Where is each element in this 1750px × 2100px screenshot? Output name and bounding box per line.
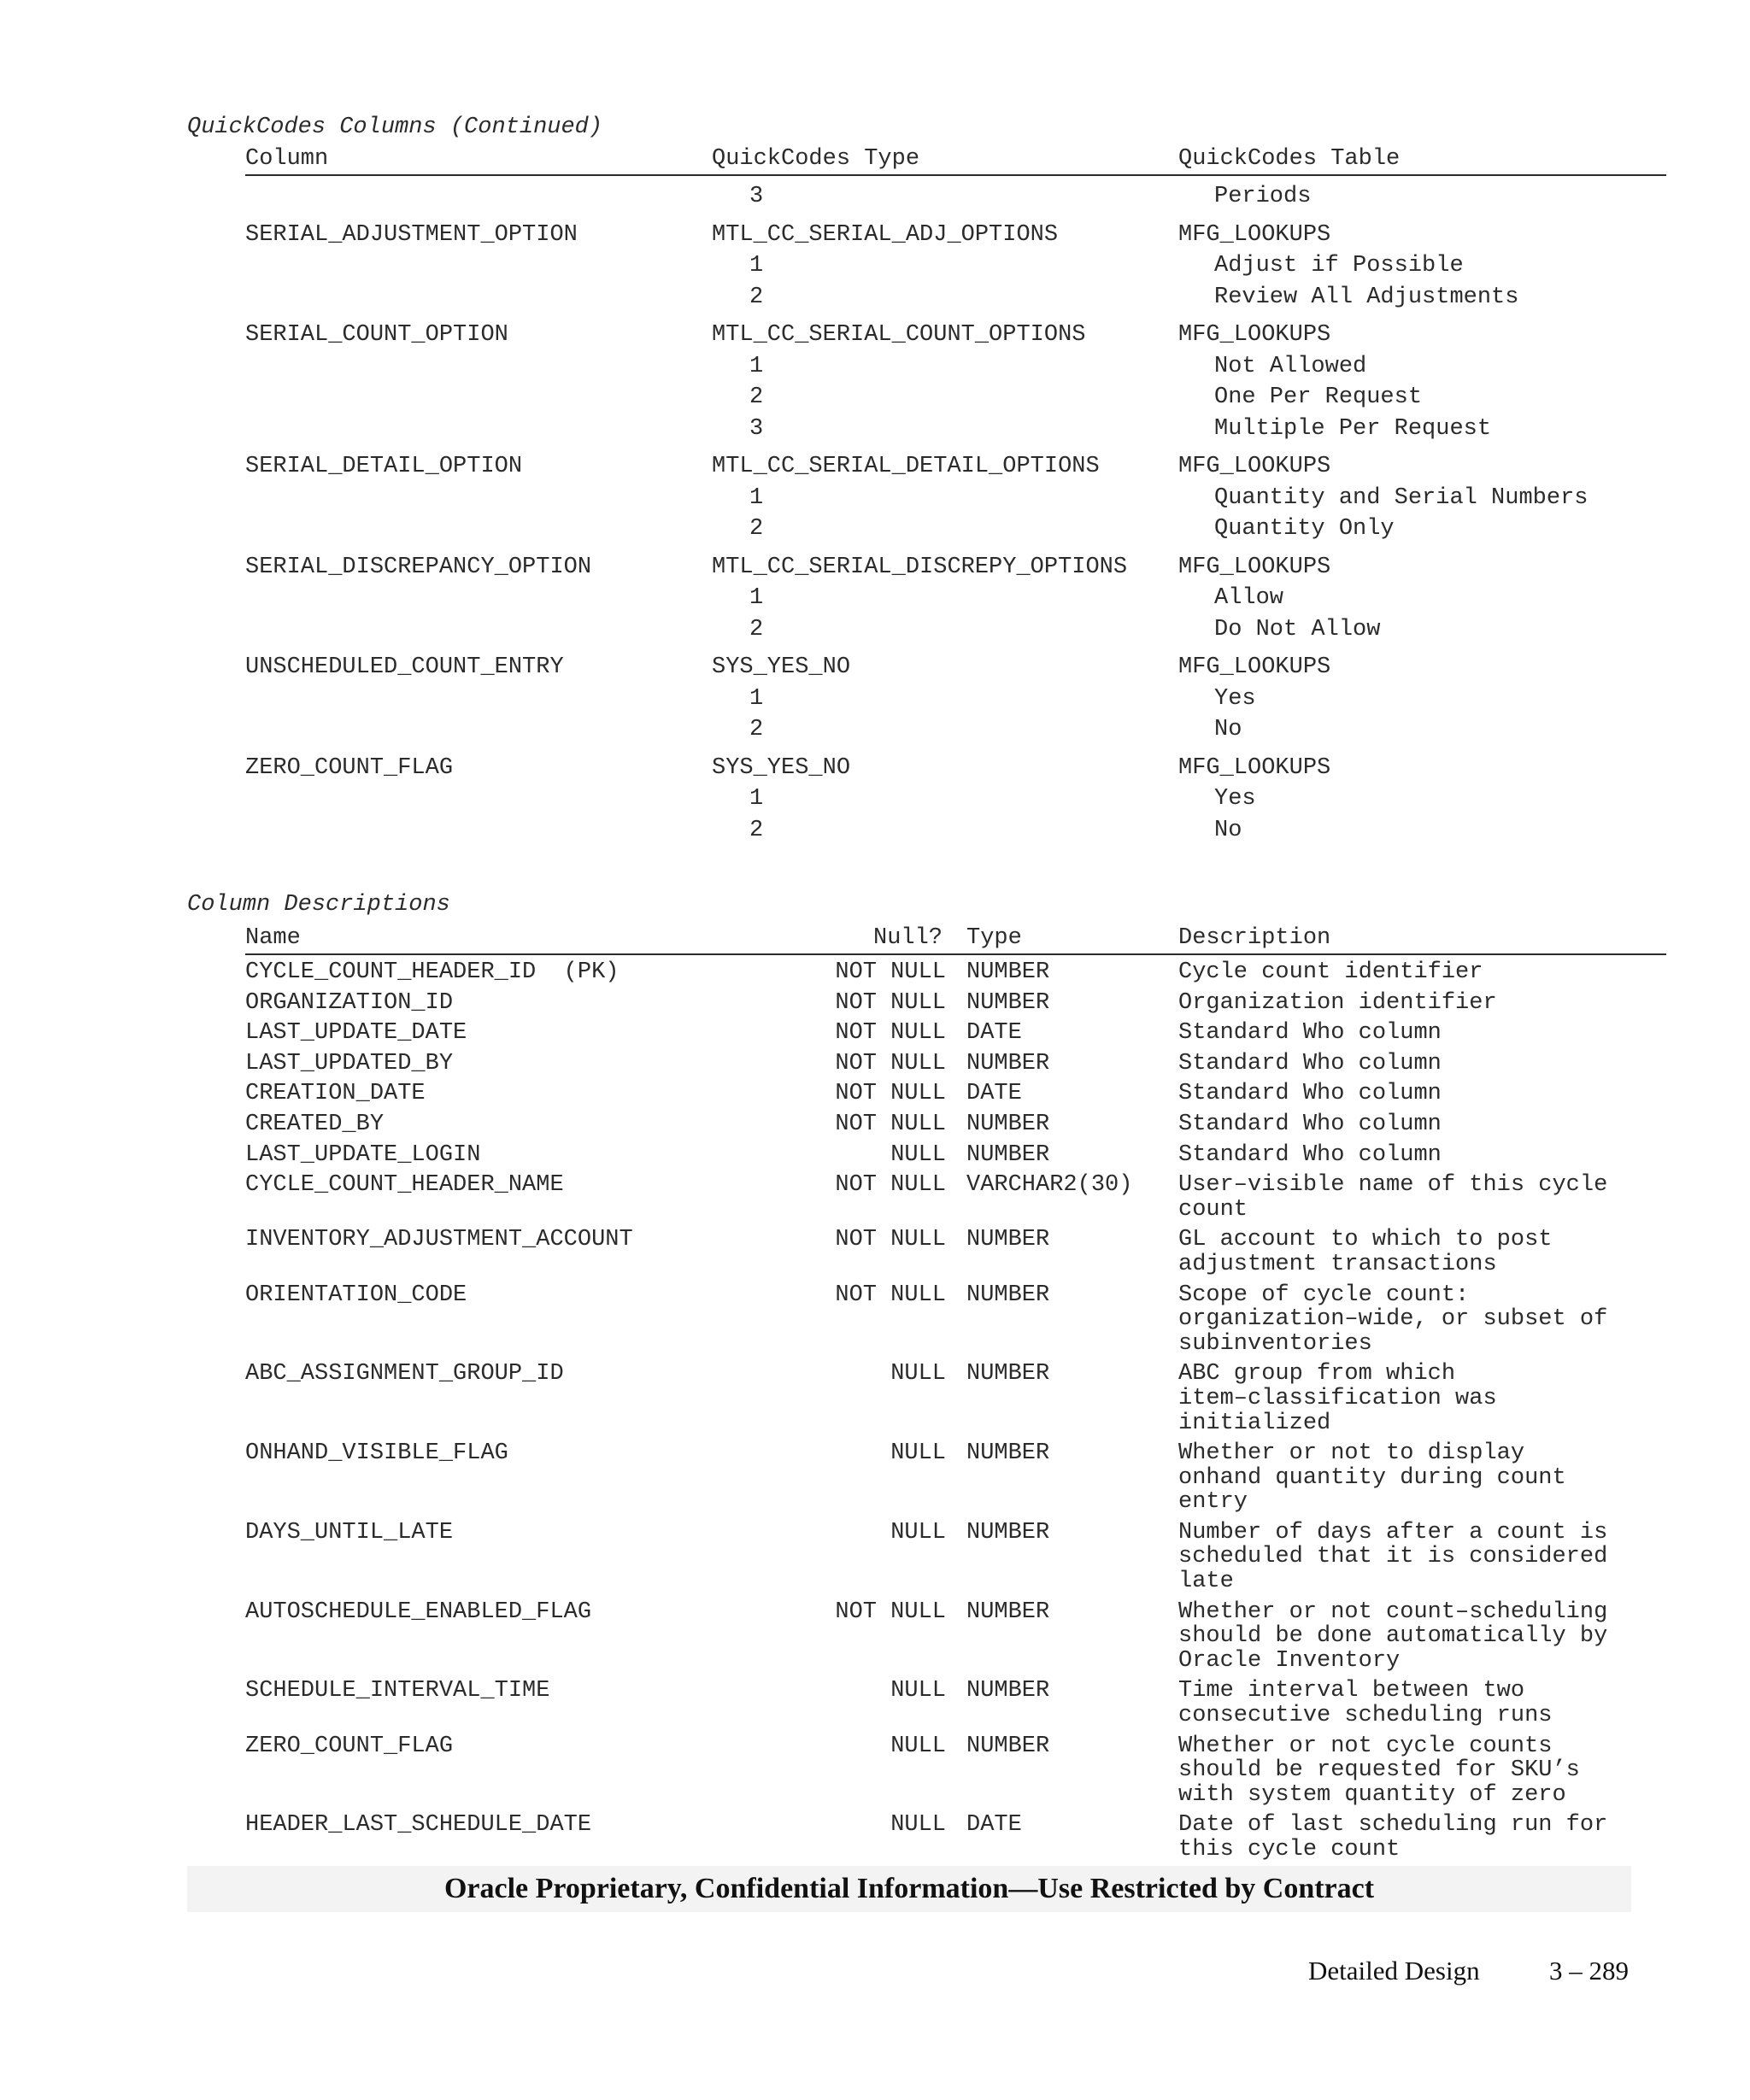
column-nullable: NOT NULL [835,1227,946,1253]
quickcodes-code-row [245,351,1666,383]
quickcodes-row [245,552,1666,584]
column-nullable: NOT NULL [835,989,946,1016]
column-nullable: NOT NULL [835,1598,946,1625]
column-description: Number of days after a count is scheduled that it is considered late [1178,1519,1608,1595]
quickcodes-meaning: Review All Adjustments [1214,284,1519,310]
column-name: CREATION_DATE [245,1081,426,1107]
quickcodes-code-row [245,250,1666,282]
table-row [245,1021,1666,1046]
cd-header-description: Description [1178,925,1331,951]
table-row [245,1734,1666,1808]
column-name: DAYS_UNTIL_LATE [245,1519,454,1546]
quickcodes-table-name: MFG_LOOKUPS [1178,322,1331,348]
column-nullable: NOT NULL [835,1282,946,1308]
quickcodes-table-body [245,181,1666,853]
table-row [245,1679,1666,1728]
cd-header-name: Name [245,925,301,951]
quickcodes-code-row [245,181,1666,213]
column-name: ONHAND_VISIBLE_FLAG [245,1440,508,1467]
quickcodes-meaning: Quantity Only [1214,516,1395,542]
quickcodes-code-row [245,513,1666,545]
column-name: HEADER_LAST_SCHEDULE_DATE [245,1812,592,1839]
column-type: DATE [966,1081,1022,1107]
quickcodes-meaning: Periods [1214,184,1312,209]
column-description: Standard Who column [1178,1050,1442,1076]
quickcodes-code: 1 [749,353,764,379]
column-nullable: NOT NULL [835,1172,946,1199]
quickcodes-code-row [245,614,1666,646]
table-row [245,1813,1666,1862]
quickcodes-type: SYS_YES_NO [712,754,851,781]
column-type: NUMBER [966,1361,1050,1387]
column-name: LAST_UPDATE_LOGIN [245,1141,481,1168]
column-name: CREATED_BY [245,1111,385,1137]
column-description: Whether or not count–scheduling should be done automatically by Oracle Inventory [1178,1598,1608,1674]
quickcodes-table-name: MFG_LOOKUPS [1178,221,1331,248]
column-name: CYCLE_COUNT_HEADER_NAME [245,1172,564,1199]
column-description: Cycle count identifier [1178,959,1483,985]
quickcodes-code-row [245,583,1666,614]
quickcodes-table-name: MFG_LOOKUPS [1178,454,1331,479]
cd-header-null: Null? [873,925,943,951]
quickcodes-code-row [245,815,1666,847]
quickcodes-header-table: QuickCodes Table [1178,146,1401,172]
quickcodes-code: 2 [749,516,764,542]
quickcodes-header-type: QuickCodes Type [712,146,920,172]
cd-header-type: Type [966,925,1022,951]
column-name: INVENTORY_ADJUSTMENT_ACCOUNT [245,1227,633,1253]
table-row [245,991,1666,1016]
quickcodes-meaning: Allow [1214,585,1284,611]
column-description: Standard Who column [1178,1020,1442,1047]
column-descriptions-body [245,960,1666,1868]
quickcodes-column-name: SERIAL_DETAIL_OPTION [245,454,523,479]
quickcodes-group [245,552,1666,646]
quickcodes-code: 3 [749,184,764,209]
quickcodes-meaning: One Per Request [1214,384,1423,410]
quickcodes-group [245,320,1666,444]
column-type: DATE [966,1812,1022,1839]
quickcodes-group [245,652,1666,746]
column-nullable: NOT NULL [835,1050,946,1076]
column-type: NUMBER [966,1440,1050,1467]
column-description: Whether or not to display onhand quantity during count entry [1178,1440,1566,1516]
column-name: CYCLE_COUNT_HEADER_ID (PK) [245,959,620,985]
quickcodes-type: SYS_YES_NO [712,654,851,680]
column-nullable: NULL [890,1678,946,1704]
quickcodes-table-name: MFG_LOOKUPS [1178,754,1331,781]
column-description: Whether or not cycle counts should be requested for SKU’s with system quantity of zero [1178,1733,1580,1808]
quickcodes-code-row [245,683,1666,715]
column-nullable: NOT NULL [835,959,946,985]
column-nullable: NULL [890,1440,946,1467]
quickcodes-group [245,181,1666,213]
column-nullable: NOT NULL [835,1111,946,1137]
table-row [245,960,1666,985]
quickcodes-group [245,753,1666,847]
quickcodes-code-row [245,714,1666,746]
column-name: ZERO_COUNT_FLAG [245,1733,454,1759]
table-row [245,1362,1666,1435]
quickcodes-type: MTL_CC_SERIAL_ADJ_OPTIONS [712,221,1059,248]
quickcodes-meaning: Quantity and Serial Numbers [1214,484,1589,511]
table-row [245,1143,1666,1168]
column-name: ORIENTATION_CODE [245,1282,467,1308]
column-type: VARCHAR2(30) [966,1172,1133,1199]
column-type: NUMBER [966,1050,1050,1076]
table-row [245,1600,1666,1674]
quickcodes-group [245,451,1666,545]
column-name: ABC_ASSIGNMENT_GROUP_ID [245,1361,564,1387]
quickcodes-meaning: Yes [1214,685,1256,712]
quickcodes-meaning: Multiple Per Request [1214,415,1492,442]
quickcodes-code: 3 [749,415,764,442]
quickcodes-code: 1 [749,585,764,611]
table-row [245,1173,1666,1222]
quickcodes-row [245,652,1666,683]
quickcodes-row [245,753,1666,784]
column-description: GL account to which to post adjustment transactions [1178,1227,1553,1277]
column-nullable: NULL [890,1733,946,1759]
column-type: NUMBER [966,1733,1050,1759]
quickcodes-code: 1 [749,253,764,279]
table-row [245,1082,1666,1106]
quickcodes-column-name: SERIAL_ADJUSTMENT_OPTION [245,221,578,248]
table-row [245,1283,1666,1357]
quickcodes-column-name: SERIAL_DISCREPANCY_OPTION [245,554,592,580]
quickcodes-row [245,320,1666,351]
column-name: LAST_UPDATE_DATE [245,1020,467,1047]
quickcodes-meaning: No [1214,817,1242,843]
quickcodes-meaning: Adjust if Possible [1214,253,1464,279]
column-description: Organization identifier [1178,989,1497,1016]
quickcodes-code: 1 [749,685,764,712]
column-description: Standard Who column [1178,1081,1442,1107]
table-row [245,1052,1666,1076]
quickcodes-header-column: Column [245,146,329,172]
quickcodes-code-row [245,783,1666,815]
column-description: Standard Who column [1178,1111,1442,1137]
table-row [245,1228,1666,1276]
column-description: ABC group from which item–classification was initialized [1178,1361,1497,1436]
column-type: NUMBER [966,1141,1050,1168]
quickcodes-code-row [245,483,1666,514]
quickcodes-code: 1 [749,786,764,812]
quickcodes-code-row [245,414,1666,445]
table-row [245,1441,1666,1515]
column-nullable: NULL [890,1361,946,1387]
quickcodes-column-name: UNSCHEDULED_COUNT_ENTRY [245,654,564,680]
column-nullable: NOT NULL [835,1020,946,1047]
column-description: User–visible name of this cycle count [1178,1172,1608,1223]
column-nullable: NOT NULL [835,1081,946,1107]
column-name: AUTOSCHEDULE_ENABLED_FLAG [245,1598,592,1625]
quickcodes-type: MTL_CC_SERIAL_DETAIL_OPTIONS [712,454,1100,479]
footer-page-number: 3 – 289 [1549,1956,1629,1986]
quickcodes-meaning: Do Not Allow [1214,616,1381,642]
quickcodes-table-header [245,145,1666,176]
column-description: Date of last scheduling run for this cycle count [1178,1812,1608,1862]
column-name: ORGANIZATION_ID [245,989,454,1016]
column-descriptions-header [245,924,1666,955]
column-description: Scope of cycle count: organization–wide, or subset of subinventories [1178,1282,1608,1357]
quickcodes-code-row [245,382,1666,414]
quickcodes-code: 1 [749,484,764,511]
quickcodes-code: 2 [749,717,764,742]
quickcodes-type: MTL_CC_SERIAL_DISCREPY_OPTIONS [712,554,1128,580]
quickcodes-row [245,220,1666,251]
quickcodes-table-name: MFG_LOOKUPS [1178,554,1331,580]
quickcodes-group [245,220,1666,314]
quickcodes-meaning: Yes [1214,786,1256,812]
column-type: NUMBER [966,1227,1050,1253]
column-type: NUMBER [966,1598,1050,1625]
quickcodes-section-title: QuickCodes Columns (Continued) [187,114,603,140]
column-type: NUMBER [966,1111,1050,1137]
quickcodes-row [245,451,1666,483]
confidential-notice: Oracle Proprietary, Confidential Information––Use Restricted by Contract [443,1873,1375,1904]
quickcodes-table-name: MFG_LOOKUPS [1178,654,1331,680]
quickcodes-column-name: SERIAL_COUNT_OPTION [245,322,508,348]
quickcodes-type: MTL_CC_SERIAL_COUNT_OPTIONS [712,322,1086,348]
column-name: LAST_UPDATED_BY [245,1050,454,1076]
quickcodes-code: 2 [749,616,764,642]
column-nullable: NULL [890,1519,946,1546]
column-description: Standard Who column [1178,1141,1442,1168]
table-row [245,1521,1666,1594]
column-type: NUMBER [966,1519,1050,1546]
quickcodes-meaning: No [1214,717,1242,742]
column-type: NUMBER [966,989,1050,1016]
footer-section-name: Detailed Design [1308,1956,1480,1986]
table-row [245,1112,1666,1137]
column-descriptions-title: Column Descriptions [187,892,450,918]
column-type: NUMBER [966,1282,1050,1308]
column-name: SCHEDULE_INTERVAL_TIME [245,1678,550,1704]
column-nullable: NULL [890,1141,946,1168]
quickcodes-code: 2 [749,817,764,843]
quickcodes-code-row [245,282,1666,314]
quickcodes-column-name: ZERO_COUNT_FLAG [245,754,454,781]
column-description: Time interval between two consecutive scheduling runs [1178,1678,1553,1729]
column-type: NUMBER [966,959,1050,985]
column-type: NUMBER [966,1678,1050,1704]
column-type: DATE [966,1020,1022,1047]
quickcodes-meaning: Not Allowed [1214,353,1367,379]
quickcodes-code: 2 [749,284,764,310]
column-nullable: NULL [890,1812,946,1839]
quickcodes-code: 2 [749,384,764,410]
